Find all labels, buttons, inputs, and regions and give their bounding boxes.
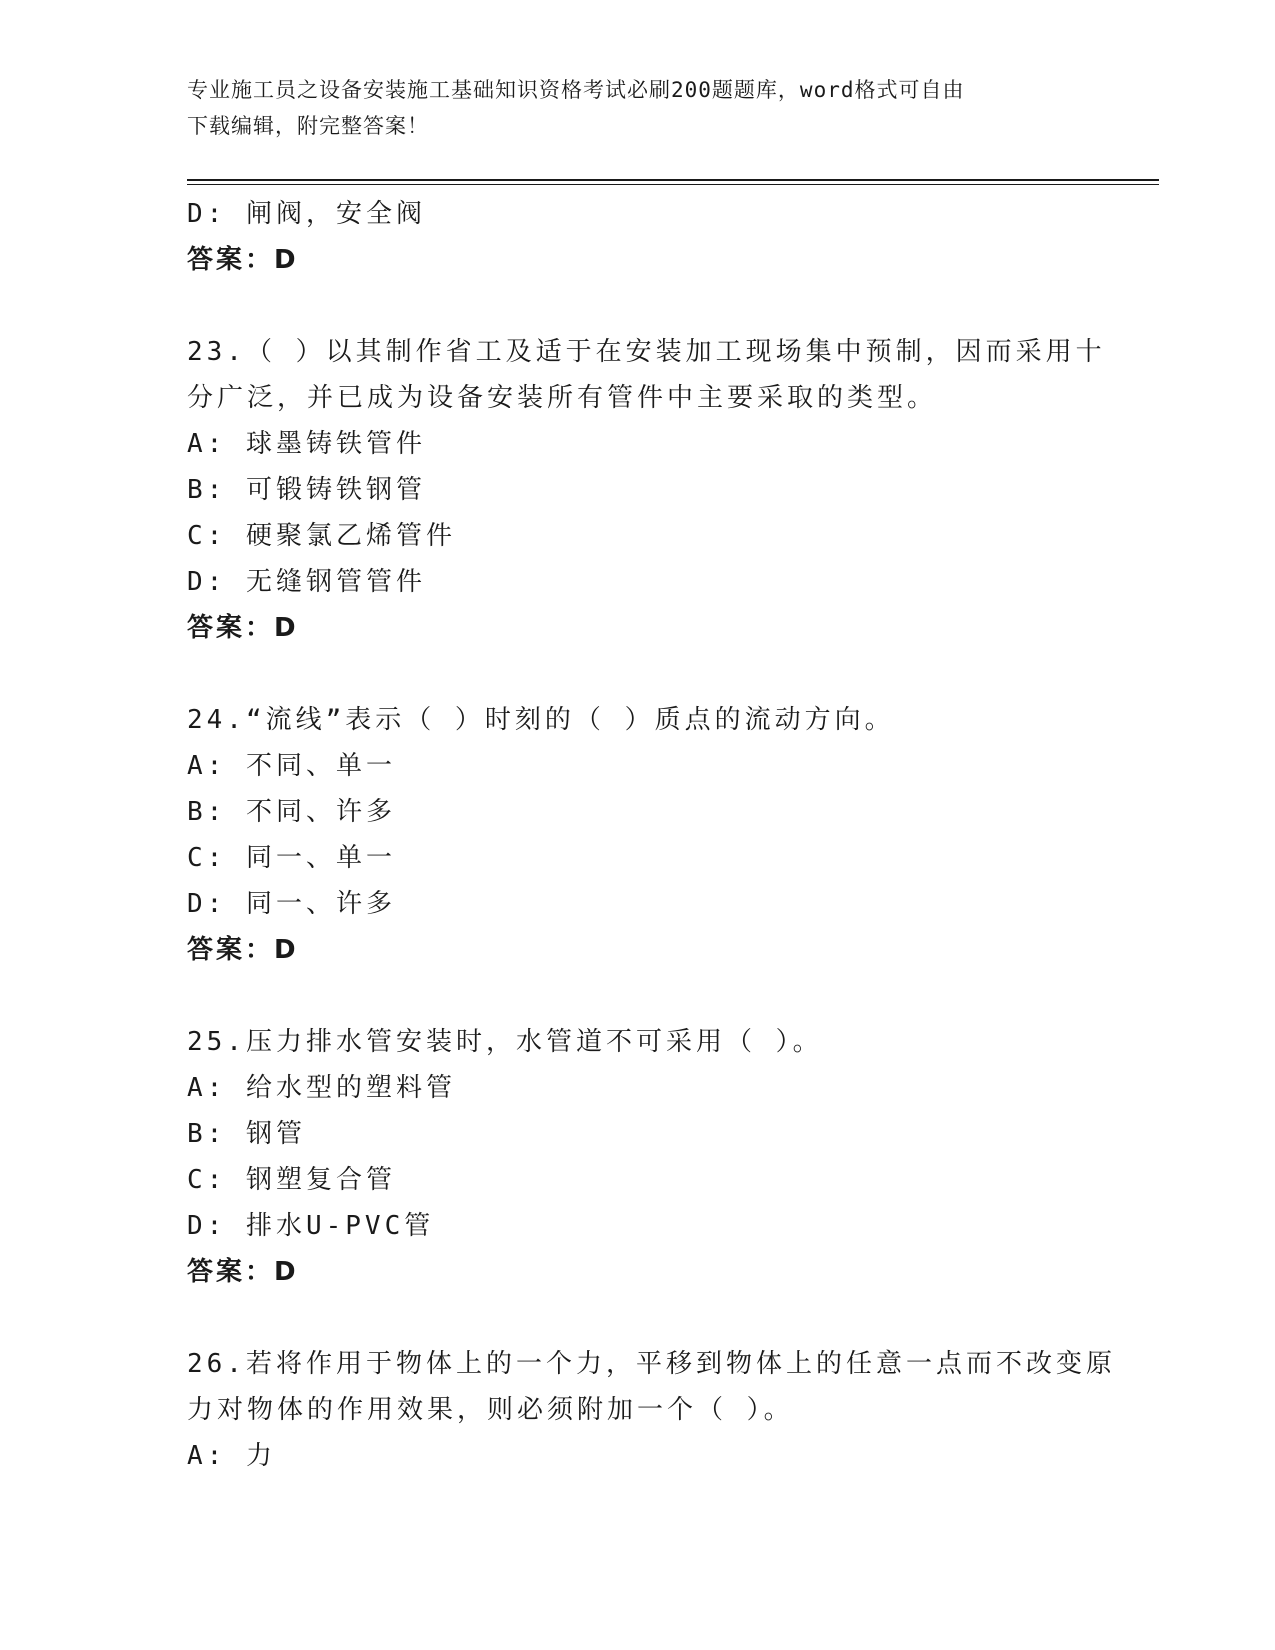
question-25	[187, 1019, 1087, 1295]
option-a: A: 球墨铸铁管件	[187, 429, 426, 459]
option-c: C: 同一、单一	[187, 843, 396, 873]
option-b: B: 可锻铸铁钢管	[187, 475, 426, 505]
answer: 答案：D	[187, 935, 299, 965]
question-stem: 分广泛，并已成为设备安装所有管件中主要采取的类型。	[187, 383, 938, 413]
option-a: A: 力	[187, 1441, 276, 1471]
header-line-1: 专业施工员之设备安装施工基础知识资格考试必刷200题题库，word格式可自由	[187, 78, 965, 102]
option-d-prev: D: 闸阀，安全阀	[187, 199, 426, 229]
answer-prev: 答案：D	[187, 245, 299, 275]
question-stem: 力对物体的作用效果，则必须附加一个（ ）。	[187, 1395, 794, 1425]
question-stem: 26.若将作用于物体上的一个力，平移到物体上的任意一点而不改变原	[187, 1349, 1116, 1379]
option-c: C: 硬聚氯乙烯管件	[187, 521, 456, 551]
question-stem: 25.压力排水管安装时，水管道不可采用（ ）。	[187, 1027, 823, 1057]
document-header	[187, 72, 1087, 144]
question-stem: 23.（ ）以其制作省工及适于在安装加工现场集中预制，因而采用十	[187, 337, 1106, 367]
spacer	[187, 283, 1087, 329]
spacer	[187, 973, 1087, 1019]
header-divider-thin	[187, 184, 1159, 185]
answer: 答案：D	[187, 613, 299, 643]
question-stem: 24.“流线”表示（ ）时刻的（ ）质点的流动方向。	[187, 705, 895, 735]
option-d: D: 同一、许多	[187, 889, 396, 919]
header-divider-thick	[187, 179, 1159, 181]
option-b: B: 不同、许多	[187, 797, 396, 827]
option-a: A: 不同、单一	[187, 751, 396, 781]
option-d: D: 无缝钢管管件	[187, 567, 426, 597]
question-23	[187, 329, 1106, 651]
answer: 答案：D	[187, 1257, 299, 1287]
option-c: C: 钢塑复合管	[187, 1165, 396, 1195]
option-a: A: 给水型的塑料管	[187, 1073, 456, 1103]
header-line-2: 下载编辑，附完整答案！	[187, 114, 429, 138]
spacer	[187, 651, 1087, 697]
question-26	[187, 1341, 1116, 1479]
question-24	[187, 697, 1087, 973]
spacer	[187, 1295, 1087, 1341]
option-b: B: 钢管	[187, 1119, 306, 1149]
question-content	[187, 191, 1116, 1479]
option-d: D: 排水U-PVC管	[187, 1211, 435, 1241]
